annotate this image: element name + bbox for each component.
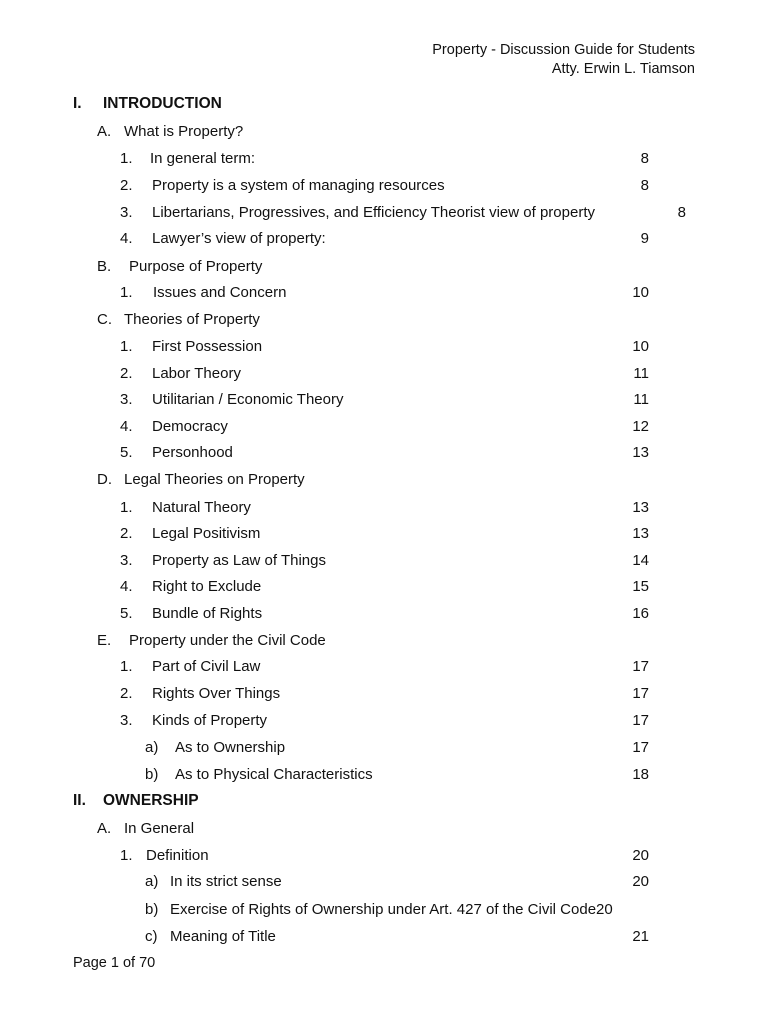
toc-entry-title: Right to Exclude (152, 578, 262, 595)
toc-entry-page: 21 (632, 928, 649, 945)
toc-entry-title: Labor Theory (152, 365, 241, 382)
toc-entry-page: 11 (633, 365, 649, 382)
toc-entry-page: 8 (677, 204, 686, 221)
toc-entry-title: Libertarians, Progressives, and Efficiency Theorist view of property (152, 204, 595, 221)
toc-entry-page: 16 (632, 605, 649, 622)
toc-entry-title: OWNERSHIP (103, 792, 199, 809)
toc-entry-number: 1. (120, 847, 133, 864)
toc-entry-title: Exercise of Rights of Ownership under Art. 427 of the Civil Code20 (170, 901, 613, 918)
toc-entry-page: 11 (633, 391, 649, 408)
toc-entry-number: 4. (120, 578, 133, 595)
toc-entry-number: 2. (120, 685, 133, 702)
toc-entry-title: What is Property? (124, 123, 244, 140)
toc-entry-page: 17 (632, 685, 649, 702)
toc-entry-number: D. (97, 471, 112, 488)
toc-entry-number: 4. (120, 230, 133, 247)
toc-entry-number: a) (145, 739, 159, 756)
toc-entry-number: 3. (120, 552, 133, 569)
toc-entry-number: 4. (120, 418, 133, 435)
toc-entry-number: E. (97, 632, 112, 649)
toc-entry-title: Lawyer’s view of property: (152, 230, 326, 247)
toc-entry-number: 1. (120, 284, 133, 301)
toc-entry-title: In General (124, 820, 195, 837)
toc-entry-number: 2. (120, 365, 133, 382)
toc-entry-title: Legal Positivism (152, 525, 261, 542)
toc-entry-title: Part of Civil Law (152, 658, 261, 675)
toc-entry-page: 20 (632, 873, 649, 890)
toc-entry-number: 1. (120, 658, 133, 675)
toc-entry-title: Legal Theories on Property (124, 471, 305, 488)
toc-entry-number: A. (97, 123, 112, 140)
toc-entry-number: 3. (120, 712, 133, 729)
toc-entry-number: 2. (120, 177, 133, 194)
toc-entry-number: 3. (120, 204, 133, 221)
toc-entry-page: 8 (640, 177, 649, 194)
toc-entry-number: 2. (120, 525, 133, 542)
toc-entry-page: 20 (632, 847, 649, 864)
toc-entry-title: Kinds of Property (152, 712, 268, 729)
header-title: Property - Discussion Guide for Students (432, 42, 695, 58)
toc-entry-title: In its strict sense (170, 873, 282, 890)
toc-entry-title: Bundle of Rights (152, 605, 263, 622)
toc-entry-title: As to Physical Characteristics (175, 766, 373, 783)
page-number: Page 1 of 70 (73, 955, 156, 971)
toc-entry-page: 10 (632, 338, 649, 355)
toc-entry-number: b) (145, 766, 159, 783)
toc-entry-title: Definition (146, 847, 209, 864)
toc-entry-title: Personhood (152, 444, 233, 461)
toc-entry-title: Democracy (152, 418, 228, 435)
toc-entry-title: Property under the Civil Code (129, 632, 326, 649)
toc-entry-title: Theories of Property (124, 311, 260, 328)
toc-entry-number: 1. (120, 150, 133, 167)
toc-entry-number: B. (97, 258, 112, 275)
header-author: Atty. Erwin L. Tiamson (551, 61, 695, 77)
toc-entry-page: 8 (640, 150, 649, 167)
toc-entry-page: 17 (632, 712, 649, 729)
toc-entry-page: 13 (632, 499, 649, 516)
toc-entry-number: a) (145, 873, 159, 890)
toc-entry-number: II. (73, 792, 86, 809)
toc-entry-number: C. (97, 311, 112, 328)
toc-entry-page: 13 (632, 525, 649, 542)
toc-entry-page: 15 (632, 578, 649, 595)
toc-entry-number: 1. (120, 499, 133, 516)
toc-entry-title: Issues and Concern (153, 284, 287, 301)
toc-entry-title: As to Ownership (175, 739, 286, 756)
toc-entry-page: 17 (632, 658, 649, 675)
toc-entry-page: 18 (632, 766, 649, 783)
toc-entry-title: Property as Law of Things (152, 552, 326, 569)
toc-entry-page: 14 (632, 552, 649, 569)
toc-entry-number: 5. (120, 444, 133, 461)
toc-entry-page: 13 (632, 444, 649, 461)
toc-entry-page: 12 (632, 418, 649, 435)
toc-entry-number: c) (145, 928, 158, 945)
toc-entry-title: First Possession (152, 338, 263, 355)
toc-entry-title: Property is a system of managing resources (152, 177, 445, 194)
toc-entry-number: I. (73, 95, 82, 112)
toc-entry-title: Rights Over Things (152, 685, 281, 702)
toc-entry-number: 1. (120, 338, 133, 355)
toc-entry-page: 17 (632, 739, 649, 756)
toc-entry-number: A. (97, 820, 112, 837)
toc-entry-title: In general term: (150, 150, 256, 167)
toc-entry-title: Purpose of Property (129, 258, 263, 275)
toc-entry-title: INTRODUCTION (103, 95, 222, 112)
toc-entry-title: Meaning of Title (170, 928, 276, 945)
toc-entry-number: 5. (120, 605, 133, 622)
toc-entry-page: 9 (640, 230, 649, 247)
toc-entry-number: b) (145, 901, 159, 918)
toc-entry-number: 3. (120, 391, 133, 408)
toc-entry-title: Utilitarian / Economic Theory (152, 391, 344, 408)
toc-entry-title: Natural Theory (152, 499, 251, 516)
toc-entry-page: 10 (632, 284, 649, 301)
